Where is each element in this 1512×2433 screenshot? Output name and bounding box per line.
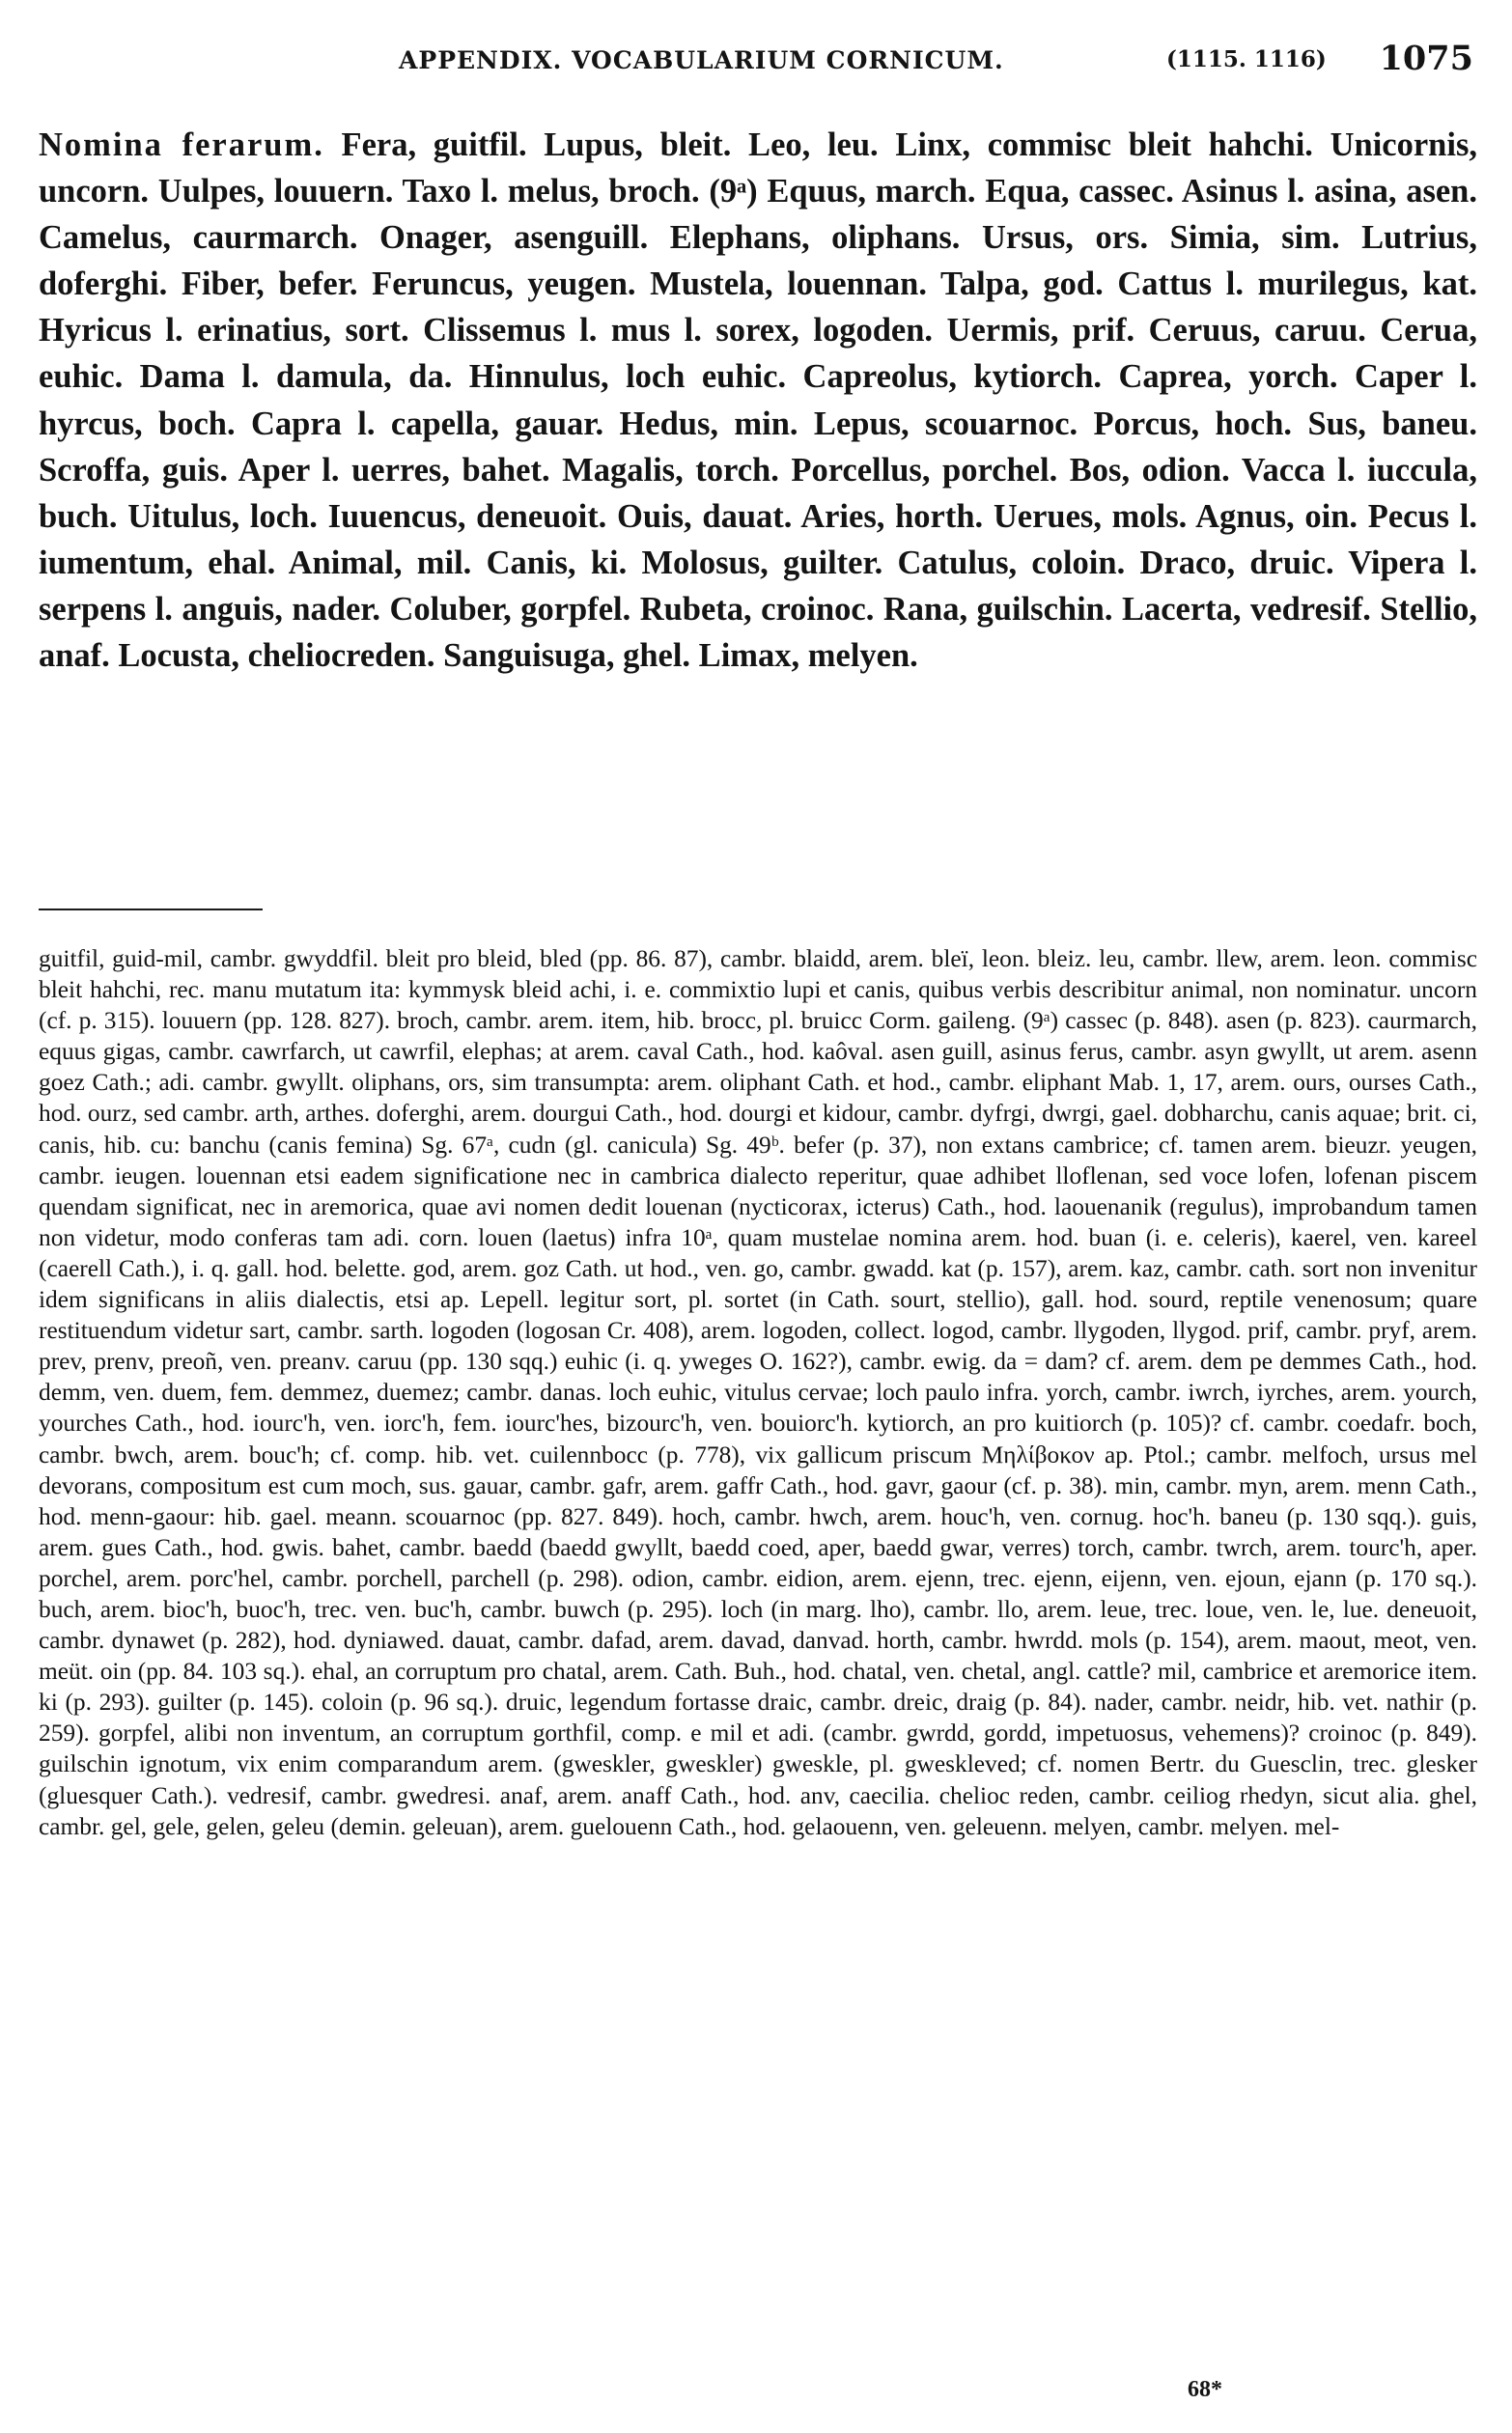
running-header [85, 37, 1473, 95]
header-title: APPENDIX. VOCABULARIUM CORNICUM. [399, 46, 1004, 74]
notes-paragraph: guitfil, guid-mil, cambr. gwyddfil. bleit pro bleid, bled (pp. 86. 87), cambr. blaidd, arem. bleï, leon. bleiz. leu, cambr. llew, arem. leon. commisc bleit hahchi, rec. manu mutatum ita: kymmysk bleid achi, i. e. commixtio lupi et canis, quibus verbis describitur animal, non nominatur. uncorn (cf. p. 315). louuern (pp. 128. 827). broch, cambr. arem. item, hib. brocc, pl. bruicc Corm. gaileng. (9ᵃ) cassec (p. 848). asen (p. 823). caurmarch, equus gigas, cambr. cawrfarch, ut cawrfil, elephas; at arem. caval Cath., hod. kaôval. asen guill, asinus ferus, cambr. asyn gwyllt, ut arem. asenn goez Cath.; adi. cambr. gwyllt. oliphans, ors, sim transumpta: arem. oliphant Cath. et hod., cambr. eliphant Mab. 1, 17, arem. ours, ourses Cath., hod. ourz, sed cambr. arth, arthes. doferghi, arem. dourgui Cath., hod. dourgi et kidour, cambr. dyfrgi, dwrgi, gael. dobharchu, canis aquae; brit. ci, canis, hib. cu: banchu (canis femina) Sg. 67ᵃ, cudn (gl. canicula) Sg. 49ᵇ. befer (p. 37), non extans cambrice; cf. tamen arem. bieuzr. yeugen, cambr. ieugen. louennan etsi eadem significatione nec in cambrica dialecto reperitur, quae adhibet lloflenan, sed voce lofen, lofenan piscem quendam significat, nec in aremorica, quae avi nomen dedit louenan (nycticorax, icterus) Cath., hod. laouenanik (regulus), improbandum tamen non videtur, modo conferas tam adi. corn. louen (laetus) infra 10ᵃ, quam mustelae nomina arem. hod. buan (i. e. celeris), kaerel, ven. kareel (caerell Cath.), i. q. gall. hod. belette. god, arem. goz Cath. ut hod., ven. go, cambr. gwadd. kat (p. 157), arem. kaz, cambr. cath. sort non invenitur idem significans in aliis dialectis, etsi ap. Lepell. legitur sort, pl. sortet (in Cath. sourt, stellio), gall. hod. sourd, reptile venenosum; quare restituendum videtur sart, cambr. sarth. logoden (logosan Cr. 408), arem. logoden, collect. logod, cambr. llygoden, llygod. prif, cambr. pryf, arem. prev, prenv, preoñ, ven. preanv. caruu (pp. 130 sqq.) euhic (i. q. yweges O. 162?), cambr. ewig. da = dam? cf. arem. dem pe demmes Cath., hod. demm, ven. duem, fem. demmez, duemez; cambr. danas. loch euhic, vitulus cervae; loch paulo infra. yorch, cambr. iwrch, iyrches, arem. yourch, yourches Cath., hod. iourc'h, ven. iorc'h, fem. iourc'hes, bizourc'h, ven. bouiorc'h. kytiorch, an pro kuitiorch (p. 105)? cf. cambr. coedafr. boch, cambr. bwch, arem. bouc'h; cf. comp. hib. vet. cuilennbocc (p. 778), vix gallicum priscum Μηλίβοκον ap. Ptol.; cambr. melfoch, ursus mel devorans, compositum est cum moch, sus. gauar, cambr. gafr, arem. gaffr Cath., hod. gavr, gaour (cf. p. 38). min, cambr. myn, arem. menn Cath., hod. menn-gaour: hib. gael. meann. scouarnoc (pp. 827. 849). hoch, cambr. hwch, arem. houc'h, ven. cornug. hoc'h. baneu (p. 130 sqq.). guis, arem. gues Cath., hod. gwis. bahet, cambr. baedd (baedd gwyllt, baedd coed, aper, baedd gwar, verres) torch, cambr. twrch, arem. tourc'h, aper. porchel, arem. porc'hel, cambr. porchell, parchell (p. 298). odion, cambr. eidion, arem. ejenn, trec. ejenn, eijenn, ven. ejoun, ejann (p. 170 sq.). buch, arem. bioc'h, buoc'h, trec. ven. buc'h, cambr. buwch (p. 295). loch (in marg. lho), cambr. llo, arem. leue, trec. loue, ven. le, lue. deneuoit, cambr. dynawet (p. 282), hod. dyniawed. dauat, cambr. dafad, arem. davad, danvad. horth, cambr. hwrdd. mols (p. 154), arem. maout, meot, ven. meüt. oin (pp. 84. 103 sq.). ehal, an corruptum pro chatal, arem. Cath. Buh., hod. chatal, ven. chetal, angl. cattle? mil, cambrice et aremorice item. ki (p. 293). guilter (p. 145). coloin (p. 96 sq.). druic, legendum fortasse draic, cambr. dreic, draig (p. 84). nader, cambr. neidr, hib. vet. nathir (p. 259). gorpfel, alibi non inventum, an corruptum gorthfil, comp. e mil et adi. (cambr. gwrdd, gordd, impetuosus, vehemens)? croinoc (p. 849). guilschin ignotum, vix enim comparandum arem. (gweskler, gweskler) gweskle, pl. gweskleved; cf. nomen Bertr. du Guesclin, trec. glesker (gluesquer Cath.). vedresif, cambr. gwedresi. anaf, arem. anaff Cath., hod. anv, caecilia. chelioc reden, cambr. ceiliog rhedyn, sicut alia. ghel, cambr. gel, gele, gelen, geleu (demin. geleuan), arem. guelouenn Cath., hod. gelaouenn, ven. geleuenn. melyen, cambr. melyen. mel- [39, 945, 1477, 1840]
page-number: 1075 [1379, 39, 1473, 78]
main-text [39, 122, 1477, 679]
footnote-divider [39, 909, 263, 910]
signature-mark: 68* [1188, 2377, 1222, 2402]
section-heading: Nomina ferarum. [39, 126, 324, 163]
notes-text [39, 943, 1477, 1842]
main-text-body: Fera, guitfil. Lupus, bleit. Leo, leu. Linx, commisc bleit hahchi. Unicornis, uncorn. Uulpes, louuern. Taxo l. melus, broch. (9ᵃ) Equus, march. Equa, cassec. Asinus l. asina, asen. Camelus, caurmarch. Onager, asenguill. Elephans, oliphans. Ursus, ors. Simia, sim. Lutrius, doferghi. Fiber, befer. Feruncus, yeugen. Mustela, louennan. Talpa, god. Cattus l. murilegus, kat. Hyricus l. erinatius, sort. Clissemus l. mus l. sorex, logoden. Uermis, prif. Ceruus, caruu. Cerua, euhic. Dama l. damula, da. Hinnulus, loch euhic. Capreolus, kytiorch. Caprea, yorch. Caper l. hyrcus, boch. Capra l. capella, gauar. Hedus, min. Lepus, scouarnoc. Porcus, hoch. Sus, baneu. Scroffa, guis. Aper l. uerres, bahet. Magalis, torch. Porcellus, porchel. Bos, odion. Vacca l. iuccula, buch. Uitulus, loch. Iuuencus, deneuoit. Ouis, dauat. Aries, horth. Uerues, mols. Agnus, oin. Pecus l. iumentum, ehal. Animal, mil. Canis, ki. Molosus, guilter. Catulus, coloin. Draco, druic. Vipera l. serpens l. anguis, nader. Coluber, gorpfel. Rubeta, croinoc. Rana, guilschin. Lacerta, vedresif. Stellio, anaf. Locusta, cheliocreden. Sanguisuga, ghel. Limax, melyen. [39, 126, 1477, 675]
header-column-numbers: (1115. 1116) [1166, 46, 1327, 72]
